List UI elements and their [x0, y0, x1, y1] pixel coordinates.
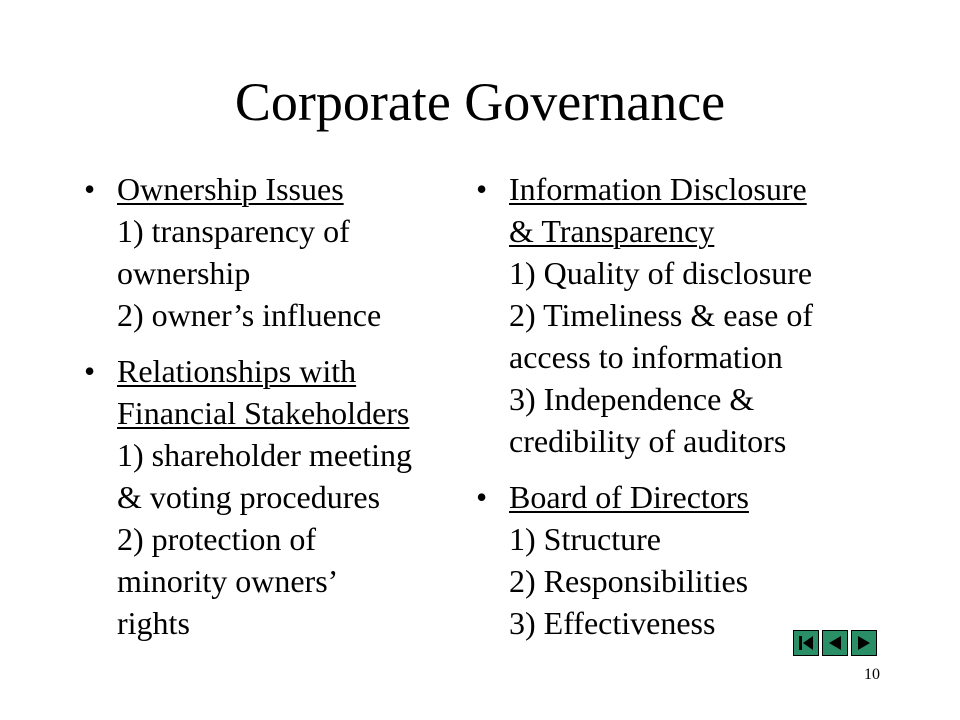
bullet-line: 3) Independence & — [509, 381, 755, 417]
bullet-line: 2) protection of — [117, 521, 317, 557]
next-slide-icon — [854, 633, 874, 653]
bullet-heading: Board of Directors — [509, 479, 749, 515]
slide-title: Corporate Governance — [234, 72, 726, 132]
bullet-heading: Information Disclosure — [509, 171, 807, 207]
next-slide-button[interactable] — [851, 630, 877, 656]
bullet-heading: Ownership Issues — [117, 171, 344, 207]
bullet-dot: • — [84, 353, 96, 389]
bullet-line: 2) Responsibilities — [509, 563, 749, 599]
bullet-line: credibility of auditors — [509, 423, 787, 459]
slide-navigation — [793, 630, 877, 656]
bullet-line: 1) Structure — [509, 521, 661, 557]
bullet-information-disclosure — [472, 168, 872, 462]
bullet-board-of-directors — [472, 476, 872, 644]
right-column — [472, 168, 872, 658]
bullet-line: 1) transparency of — [117, 213, 350, 249]
first-slide-button[interactable] — [793, 630, 819, 656]
bullet-line: & voting procedures — [117, 479, 381, 515]
bullet-line: ownership — [117, 255, 251, 291]
page-number: 10 — [864, 666, 880, 683]
bullet-dot: • — [84, 171, 96, 207]
previous-slide-icon — [825, 633, 845, 653]
previous-slide-button[interactable] — [822, 630, 848, 656]
bullet-line: 1) Quality of disclosure — [509, 255, 813, 291]
bullet-ownership-issues — [80, 168, 465, 336]
bullet-heading: Financial Stakeholders — [117, 395, 410, 431]
first-slide-icon — [796, 633, 816, 653]
bullet-relationships-financial-stakeholders — [80, 350, 465, 644]
bullet-line: 1) shareholder meeting — [117, 437, 412, 473]
bullet-line: 2) owner’s influence — [117, 297, 382, 333]
bullet-line: rights — [117, 605, 190, 641]
bullet-line: access to information — [509, 339, 783, 375]
bullet-heading: Relationships with — [117, 353, 357, 389]
bullet-heading: & Transparency — [509, 213, 715, 249]
left-column — [80, 168, 465, 658]
bullet-dot: • — [476, 479, 488, 515]
bullet-dot: • — [476, 171, 488, 207]
bullet-line: minority owners’ — [117, 563, 339, 599]
bullet-line: 2) Timeliness & ease of — [509, 297, 813, 333]
bullet-line: 3) Effectiveness — [509, 605, 716, 641]
